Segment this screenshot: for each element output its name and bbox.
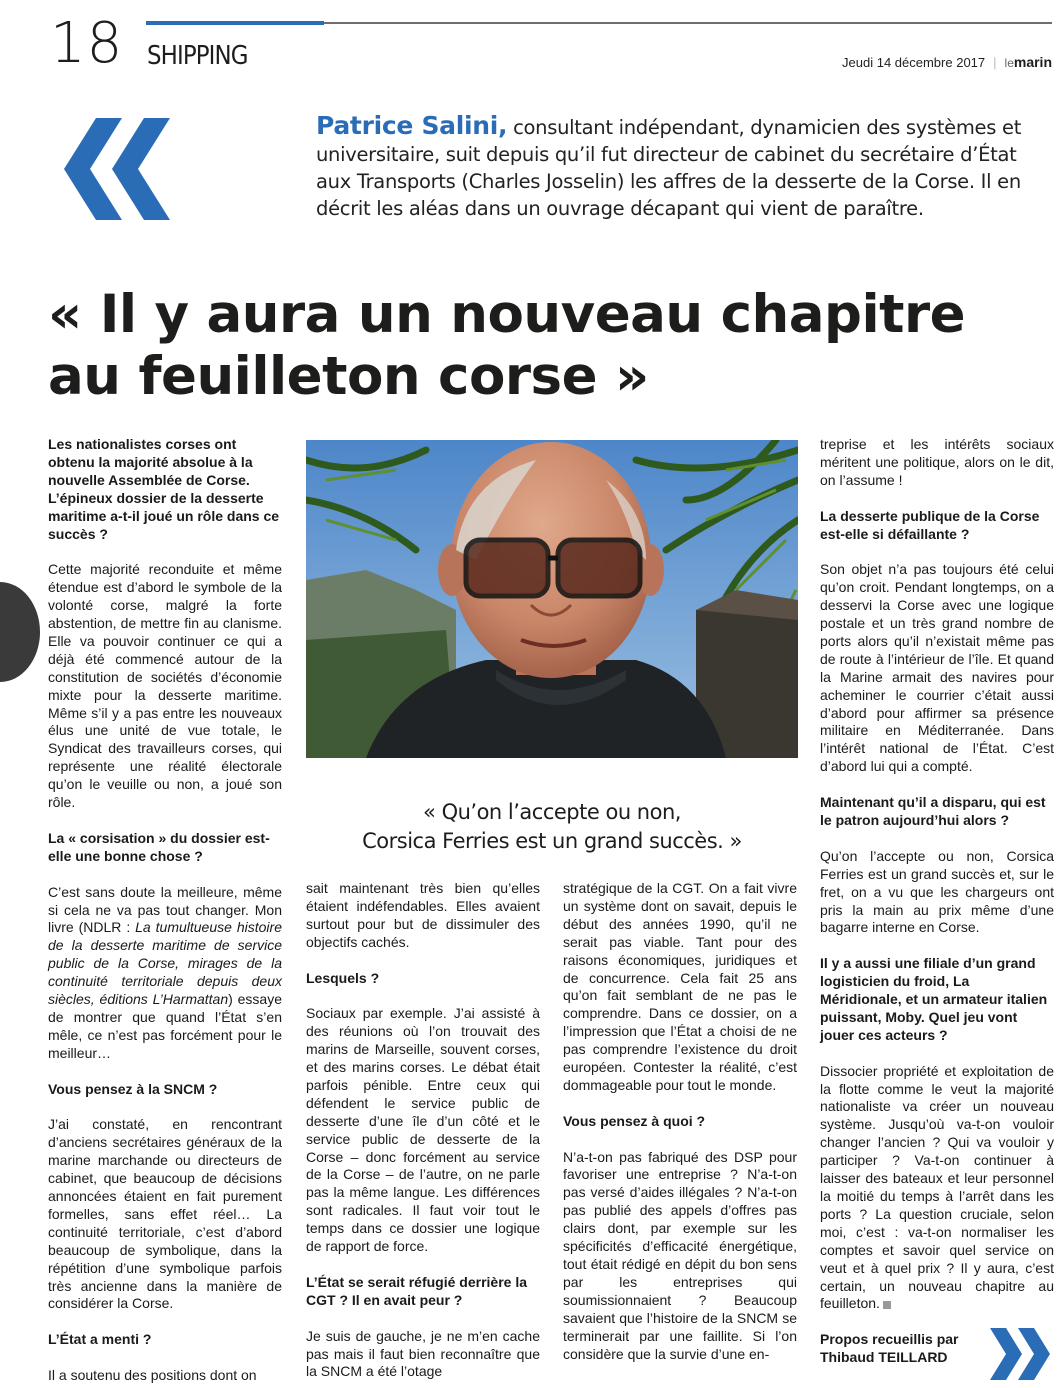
header-meta — [842, 54, 1052, 71]
answer: treprise et les intérêts sociaux méritent une politique, alors on le dit, on l’assume ! — [820, 436, 1054, 488]
page-number: 18 — [50, 11, 124, 76]
book-title: La tumultueuse histoire de la desserte maritime de service public de la Corse, mirages de la continuité territoriale depuis deux siècles, éditions L’Harmattan — [48, 919, 282, 1008]
headline-line-1: « Il y aura un nouveau chapitre — [48, 284, 966, 345]
question: Il y a aussi une filiale d’un grand logisticien du froid, La Méridionale, et un armateur italien puissant, Moby. Quel jeu vont jouer ces acteurs ? — [820, 955, 1048, 1043]
answer: stratégique de la CGT. On a fait vivre un système dont on savait, depuis le début des années 1990, qu’il ne serait pas viable. Tant pour des raisons économiques, juridiques et de concurrence. Cela fait 25 ans qu’on fait semblant de ne pas le comprendre. Dans ce dossier, on a l’impression que l’État a choisi de ne pas comprendre l’existence du droit européen. Contester la réalité, c’est dommageable pour tout le monde. — [563, 880, 797, 1093]
answer: N’a-t-on pas fabriqué des DSP pour favoriser une entreprise ? N’a-t-on pas versé d’aides illégales ? N’a-t-on pas publié des appels d’offres pas clairs dont, par exemple sur les spécificités d’efficacité énergétique, tout était rédigé en dépit du bon sens par les entreprises qui soumissionnaient ? Beaucoup savaient que l’histoire de la SNCM se terminerait par une faillite. Si l’on considère que la survie d’une en- — [563, 1148, 797, 1362]
answer: J’ai constaté, en rencontrant d’anciens secrétaires généraux de la marine marchande ou directeurs de cabinet, que beaucoup de décisions annoncées étaient en fait purement formelles, sans effet réel… La continuité territoriale, c’est d’abord beaucoup de symbolique, dans la répétition d’une symbolique parfois très ancienne dans la manière de considérer la Corse. — [48, 1116, 282, 1312]
publication-logo — [1005, 54, 1052, 71]
answer: Qu’on l’accepte ou non, Corsica Ferries est un grand succès et, sur le fret, on a vu que les chargeurs ont pris la main au prix même d’une bagarre interne en Corse. — [820, 847, 1054, 936]
byline-author: Thibaud TEILLARD — [820, 1349, 948, 1366]
headline-line-2: au feuilleton corse » — [48, 346, 649, 407]
answer: Son objet n’a pas toujours été celui qu’on croit. Pendant longtemps, on a desservi la Corse avec une logique postale et un très grand nombre de ports alors qu’il n’existait même pas de route à l’intérieur de l’île. Et quand la Marine armait des navires pour acheminer le courrier c’était aussi d’abord pour affirmer sa présence militaire en Méditerranée. Dans l’intérêt national de l’État. C’est d’abord lui qui a compté. — [820, 561, 1054, 775]
answer: Il a soutenu des positions dont on — [48, 1367, 257, 1384]
answer-text: Dissocier propriété et exploitation de la flotte comme le veut la majorité nationaliste va créer un nouveau système. Jusqu’où va-t-on vouloir changer l’ancien ? Qui va vouloir y participer ? Va-t-on continuer à laisser des bateaux et leur personnel la moitié du temps à l’arrêt dans les ports ? La question cruciale, selon moi, c’est : va-t-on normaliser les comptes et savoir quel service on veut et à quel prix ? Il y aura, c’est certain, un nouveau chapitre au feuilleton. — [820, 1062, 1054, 1312]
question: La « corsisation » du dossier est-elle une bonne chose ? — [48, 829, 270, 864]
pull-quote-line-1: « Qu’on l’accepte ou non, — [423, 800, 681, 824]
section-title: SHIPPING — [147, 41, 248, 71]
answer: sait maintenant très bien qu’elles étaient indéfendables. Elles avaient surtout pour but de dissimuler des objectifs cachés. — [306, 880, 540, 950]
question: La desserte publique de la Corse est-elle si défaillante ? — [820, 507, 1040, 542]
pull-quote-line-2: Corsica Ferries est un grand succès. » — [362, 829, 742, 853]
portrait-illustration — [306, 440, 798, 758]
binder-hole — [0, 582, 40, 682]
answer: Cette majorité reconduite et même étendue est d’abord le symbole de la volonté corse, malgré la forte abstention, de mettre fin au clanisme. Elle va pouvoir continuer ce qui a déjà été commencé autour de la constitution de sociétés d’économie mixte pour la desserte maritime. Même s’il y a pas entre les nouveaux élus une unité de vue totale, le Syndicat des travailleurs corses, qui représente une réalité électorale qu’on le veuille ou non, a joué son rôle. — [48, 561, 282, 811]
column-4 — [820, 436, 1054, 1367]
open-quote-icon — [60, 118, 176, 220]
question: Lesquels ? — [306, 969, 380, 986]
byline-prefix: Propos recueillis par — [820, 1331, 959, 1348]
interviewee-name: Patrice Salini, — [316, 111, 508, 140]
question: Vous pensez à quoi ? — [563, 1112, 706, 1129]
answer — [48, 884, 282, 1063]
question: L’État se serait réfugié derrière la CGT ? Il en avait peur ? — [306, 1273, 527, 1308]
column-1 — [48, 436, 282, 1385]
logo-prefix: le — [1004, 56, 1014, 70]
logo-name: marin — [1013, 54, 1052, 70]
answer-text: C’est sans doute la meilleure, même si cela ne va pas tout changer. Mon livre (NDLR : — [48, 883, 282, 936]
answer: Sociaux par exemple. J’ai assisté à des réunions où l’on trouvait des marins de Marseille, souvent corses, et des marins corses. Le débat était parfois pénible. Entre ceux qui défendent le service public de desserte d’une île d’un côté et le service public de desserte de la Corse – donc forcément au service de la Corse – de l’autre, on ne parle pas la même langue. Les différences sont radicales. Il faut voir tout le temps dans ce dossier une logique de rapport de force. — [306, 1005, 540, 1255]
column-3 — [563, 880, 797, 1363]
intro-text: consultant indépendant, dynamicien des systèmes et universitaire, suit depuis qu’il fut directeur de cabinet du secrétaire d’État aux Transports (Charles Josselin) les affres de la desserte de la Corse. Il en décrit les aléas dans un ouvrage décapant qui vient de paraître. — [316, 116, 1022, 220]
end-of-article-mark — [883, 1301, 891, 1309]
question: Maintenant qu’il a disparu, qui est le patron aujourd’hui alors ? — [820, 794, 1046, 828]
column-2 — [306, 880, 540, 1381]
intro-paragraph — [316, 112, 1046, 222]
pull-quote — [306, 798, 798, 856]
header-rule-accent — [146, 21, 324, 25]
question: Vous pensez à la SNCM ? — [48, 1080, 218, 1097]
portrait-photo — [306, 440, 798, 758]
header-separator: | — [993, 55, 997, 70]
headline — [48, 284, 1008, 408]
question: Les nationalistes corses ont obtenu la majorité absolue à la nouvelle Assemblée de Corse. L’épineux dossier de la desserte maritime a-t-il joué un rôle dans ce succès ? — [48, 436, 280, 542]
issue-date: Jeudi 14 décembre 2017 — [842, 55, 986, 70]
answer-text: ) essaye de montrer que quand l’État s’en mêle, ce n’est pas forcément pour le meilleur… — [48, 991, 282, 1061]
close-quote-icon — [990, 1328, 1052, 1380]
question: L’État a menti ? — [48, 1331, 152, 1348]
answer: Je suis de gauche, je ne m’en cache pas mais il faut bien reconnaître que la SNCM a été l’otage — [306, 1327, 540, 1380]
answer — [820, 1063, 1054, 1314]
